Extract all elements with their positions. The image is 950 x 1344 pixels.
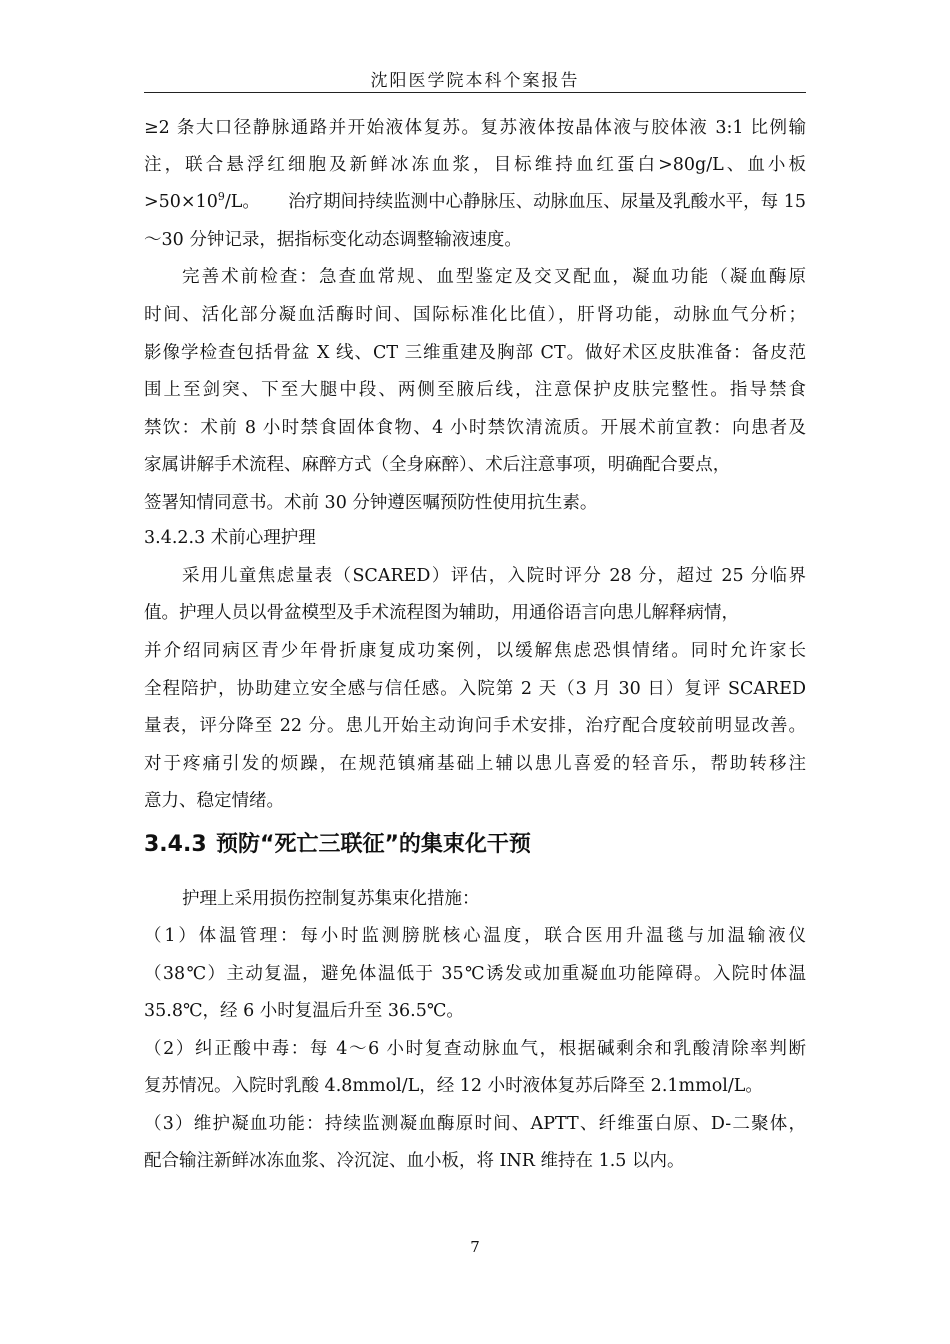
paragraph-line: ≥2 条大口径静脉通路并开始液体复苏。复苏液体按晶体液与胶体液 3:1 比例输: [144, 118, 806, 138]
paragraph-line: 值。护理人员以骨盆模型及手术流程图为辅助，用通俗语言向患儿解释病情，: [144, 603, 739, 623]
paragraph-line: 注，联合悬浮红细胞及新鲜冰冻血浆，目标维持血红蛋白>80g/L、血小板: [144, 155, 806, 175]
subsection-heading: 3.4.2.3 术前心理护理: [144, 528, 316, 548]
section-heading: [144, 830, 806, 860]
paragraph-line: 禁饮：术前 8 小时禁食固体食物、4 小时禁饮清流质。开展术前宣教：向患者及: [144, 418, 806, 438]
paragraph-line: 并介绍同病区青少年骨折康复成功案例，以缓解焦虑恐惧情绪。同时允许家长: [144, 641, 806, 661]
platelet-target: $>50\times 10^9/L$。: [144, 190, 260, 212]
paragraph-line: 完善术前检查：急查血常规、血型鉴定及交叉配血，凝血功能（凝血酶原: [182, 267, 806, 287]
running-header: 沈阳医学院本科个案报告: [370, 71, 580, 91]
paragraph-line: 量表，评分降至 22 分。患儿开始主动询问手术安排，治疗配合度较前明显改善。: [144, 716, 806, 736]
paragraph-line: 对于疼痛引发的烦躁，在规范镇痛基础上辅以患儿喜爱的轻音乐，帮助转移注: [144, 754, 806, 774]
paragraph-line: 围上至剑突、下至大腿中段、两侧至腋后线，注意保护皮肤完整性。指导禁食: [144, 380, 806, 400]
paragraph-line: 时间、活化部分凝血活酶时间、国际标准化比值），肝肾功能，动脉血气分析；: [144, 305, 806, 325]
paragraph-line: 家属讲解手术流程、麻醉方式（全身麻醉）、术后注意事项，明确配合要点，: [144, 455, 731, 475]
list-item: （1）体温管理：每小时监测膀胱核心温度，联合医用升温毯与加温输液仪: [144, 926, 806, 946]
paragraph-line: 影像学检查包括骨盆 X 线、CT 三维重建及胸部 CT。做好术区皮肤准备：备皮范: [144, 343, 806, 363]
section-title: 预防“死亡三联征”的集束化干预: [216, 832, 531, 857]
paragraph-line: （38℃）主动复温，避免体温低于 35℃诱发或加重凝血功能障碍。入院时体温: [144, 964, 806, 984]
page-number: 7: [470, 1238, 480, 1256]
paragraph-line: 意力、稳定情绪。: [144, 791, 284, 811]
paragraph-line: 配合输注新鲜冰冻血浆、冷沉淀、血小板，将 INR 维持在 1.5 以内。: [144, 1151, 685, 1171]
list-item: （3）维护凝血功能：持续监测凝血酶原时间、APTT、纤维蛋白原、D-二聚体，: [144, 1114, 806, 1134]
paragraph-line: 35.8℃，经 6 小时复温后升至 36.5℃。: [144, 1001, 464, 1021]
paragraph-line: $>50\times 10^9/L$。 治疗期间持续监测中心静脉压、动脉血压、尿量及乳酸水平，每 15: [144, 190, 806, 212]
paragraph-line: 签署知情同意书。术前 30 分钟遵医嘱预防性使用抗生素。: [144, 493, 598, 513]
list-item: （2）纠正酸中毒：每 4～6 小时复查动脉血气，根据碱剩余和乳酸清除率判断: [144, 1039, 806, 1059]
paragraph-line: 复苏情况。入院时乳酸 4.8mmol/L，经 12 小时液体复苏后降至 2.1mmol/L。: [144, 1076, 763, 1096]
paragraph-line: 全程陪护，协助建立安全感与信任感。入院第 2 天（3 月 30 日）复评 SCARED: [144, 679, 806, 699]
paragraph-line: 采用儿童焦虑量表（SCARED）评估，入院时评分 28 分，超过 25 分临界: [182, 566, 806, 586]
header-rule: [144, 92, 806, 93]
paragraph-line: 护理上采用损伤控制复苏集束化措施：: [182, 889, 480, 909]
paragraph-line: ～30 分钟记录，据指标变化动态调整输液速度。: [144, 230, 522, 250]
section-number: 3.4.3: [144, 832, 207, 857]
